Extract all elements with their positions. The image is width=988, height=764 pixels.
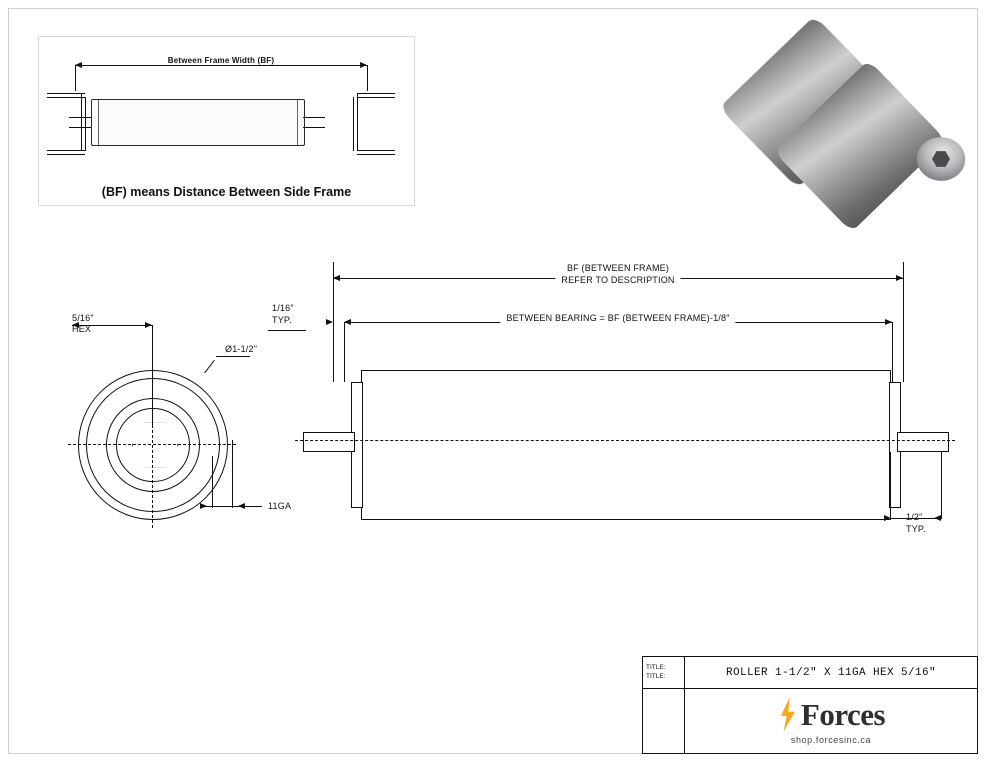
inset-frame-right-bottom [357, 150, 395, 151]
inset-dim-arrow-right [360, 62, 367, 68]
wall-dim-arrow-right [238, 503, 245, 509]
wall-label: 11GA [268, 501, 292, 511]
inset-ext-line-right [367, 65, 368, 91]
left-typ-arrow [326, 319, 333, 325]
right-typ-arrow-right [934, 515, 941, 521]
hex-dim-arrow-right [145, 322, 152, 328]
title-block-label-line1: TITLE: [646, 664, 666, 671]
wall-dim-arrow-left [200, 503, 207, 509]
end-view [78, 370, 228, 520]
between-bearing-arrow-right [885, 319, 892, 325]
right-typ-label-2: TYP. [906, 524, 926, 534]
right-typ-label-1: 1/2" [906, 512, 923, 522]
left-typ-label-1: 1/16" [272, 303, 294, 313]
side-view-centerline [295, 440, 955, 441]
inset-shaft-left [69, 117, 91, 118]
inset-dim-line [75, 65, 367, 66]
title-block-label [643, 657, 685, 688]
title-block-title: ROLLER 1-1/2" X 11GA HEX 5/16" [725, 666, 937, 679]
inset-frame-left-bottom2 [47, 154, 85, 155]
brand-logo-text: Forces [800, 697, 886, 732]
diameter-label: Ø1-1/2" [225, 344, 258, 354]
brand-logo-main [777, 698, 885, 732]
left-typ-leader [268, 330, 306, 331]
title-block [642, 656, 978, 754]
brand-logo[interactable] [685, 689, 977, 753]
title-block-label-line2: TITLE: [646, 673, 666, 680]
hex-dim-label-2: HEX [72, 324, 92, 334]
inset-frame-left-top [47, 93, 85, 94]
bf-dim-arrow-left [333, 275, 340, 281]
inset-ext-line-left [75, 65, 76, 91]
inset-shaft-right2 [303, 127, 325, 128]
inset-caption: (BF) means Distance Between Side Frame [101, 185, 352, 199]
title-block-title-row [643, 657, 977, 689]
right-typ-ext-left [890, 452, 891, 518]
wall-ext-line-2 [232, 440, 233, 508]
between-frame-inset [38, 36, 415, 206]
side-view [295, 360, 955, 540]
between-bearing-ext-left [344, 322, 345, 382]
right-typ-ext-right [941, 452, 942, 518]
inset-roller-body [91, 99, 305, 146]
inset-frame-left-web [81, 93, 82, 151]
inset-frame-right-web2 [353, 97, 354, 151]
left-typ-label-2: TYP. [272, 315, 292, 325]
hex-ext-line [152, 325, 153, 425]
between-bearing-label: BETWEEN BEARING = BF (BETWEEN FRAME)-1/8" [500, 313, 735, 323]
between-bearing-arrow-left [344, 319, 351, 325]
bf-dim-label-line1: BF (BETWEEN FRAME) [561, 263, 675, 273]
shaft-right [897, 432, 949, 452]
roller-tube [361, 370, 891, 520]
bf-ext-line-right [903, 262, 904, 382]
shaft-left [303, 432, 355, 452]
inset-frame-right-bottom2 [357, 154, 395, 155]
inset-frame-right-top [357, 93, 395, 94]
roller-3d-render [742, 28, 957, 188]
inset-frame-right-top2 [357, 97, 395, 98]
title-block-side-cell [643, 689, 685, 753]
inset-frame-right-web [357, 93, 358, 151]
inset-frame-left-top2 [47, 97, 85, 98]
inset-frame-left-bottom [47, 150, 85, 151]
hex-dim-label-1: 5/16" [72, 313, 94, 323]
brand-logo-url: shop.forcesinc.ca [790, 734, 872, 745]
inset-dim-label: Between Frame Width (BF) [163, 56, 280, 65]
bf-dim-arrow-right [896, 275, 903, 281]
bf-dim-label-line2: REFER TO DESCRIPTION [555, 275, 680, 285]
lightning-bolt-icon [777, 698, 799, 732]
inset-shaft-left2 [69, 127, 91, 128]
wall-ext-line-1 [212, 456, 213, 508]
diameter-leader-horiz [216, 356, 250, 357]
inset-frame-left-web2 [85, 97, 86, 151]
inset-shaft-right [303, 117, 325, 118]
wall-dim-line [200, 506, 262, 507]
between-bearing-ext-right [892, 322, 893, 382]
inset-dim-arrow-left [75, 62, 82, 68]
